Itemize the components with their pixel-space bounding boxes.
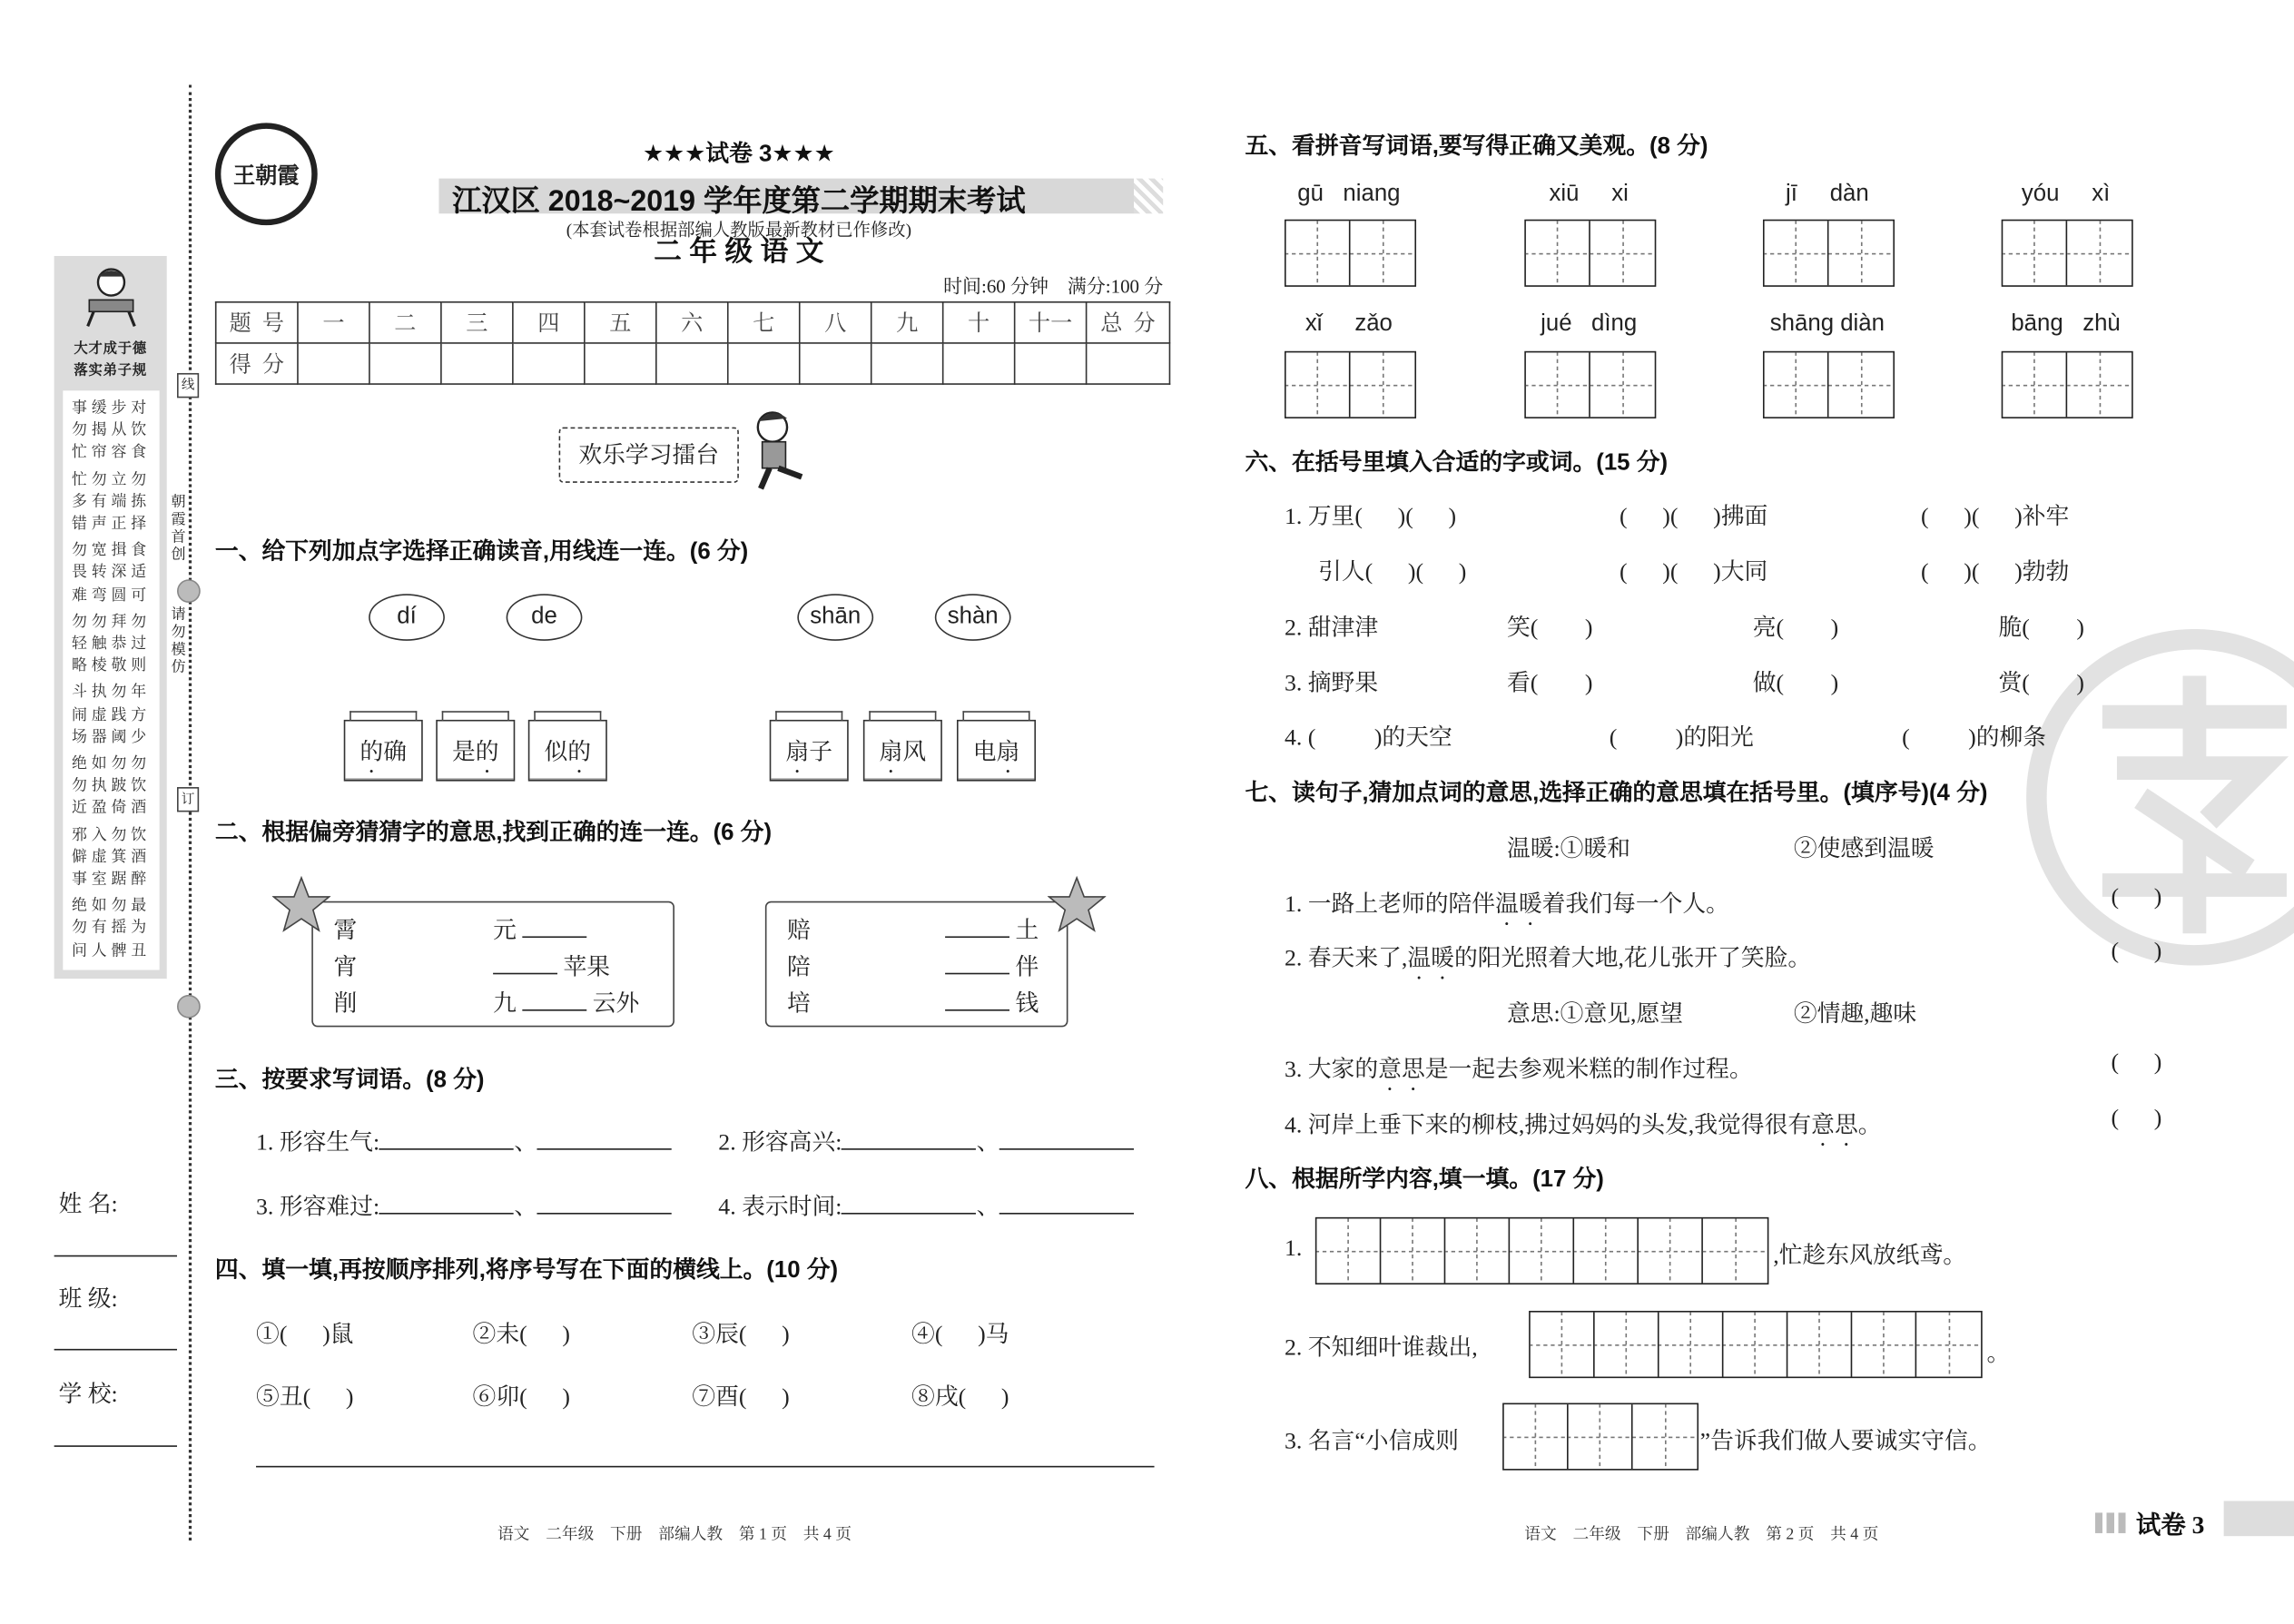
definition-option: ②使感到温暖 (1793, 836, 1935, 862)
verse-row: 难弯圆可 (71, 587, 151, 604)
sidebar-dizigui (54, 256, 167, 979)
star-mascot-icon (1048, 875, 1106, 933)
dotted-word: 温暖 (1407, 946, 1454, 972)
answer-blank[interactable] (999, 1192, 1134, 1214)
fill-item: ( )( )勃勃 (1921, 560, 2070, 586)
match-item (493, 985, 639, 1019)
char: 电 (972, 740, 997, 765)
fill-item: 引人( )( ) (1318, 560, 1467, 586)
binding-vertical-text: 朝霞首创 (171, 494, 186, 564)
verse-row: 错声正择 (71, 516, 151, 533)
separator: 、 (514, 1195, 538, 1221)
section-4-title: 四、填一填,再按顺序排列,将序号写在下面的横线上。(10 分) (214, 1257, 839, 1284)
grid-cell[interactable] (1526, 352, 1590, 417)
ring-icon (177, 995, 201, 1019)
fill-item: 4. ( )的天空 (1284, 725, 1452, 751)
fill-item: ( )( )拂面 (1620, 505, 1768, 530)
writing-grid[interactable] (1502, 1403, 1698, 1471)
sentence-text: 着我们每一个人。 (1541, 892, 1729, 918)
writing-grid[interactable] (1285, 351, 1416, 418)
answer-blank[interactable] (537, 1128, 672, 1150)
radical-char: 培 (787, 991, 811, 1018)
answer-blank[interactable] (379, 1128, 514, 1150)
sentence (1285, 885, 1729, 930)
pinyin-label: xǐ zǎo (1305, 311, 1393, 337)
section-1-title: 一、给下列加点字选择正确读音,用线连一连。(6 分) (214, 539, 749, 566)
fill-item: 看( ) (1506, 671, 1593, 697)
fill-item: 笑( ) (1506, 615, 1593, 641)
school-label: 学 校: (58, 1382, 118, 1408)
match-text: 土 (1015, 919, 1039, 944)
binding-dotted-line (189, 84, 192, 1540)
verse-row: 场器阈少 (71, 729, 151, 746)
sentence-text: 1. 一路上老师的陪伴 (1284, 892, 1496, 918)
score-cell[interactable] (585, 343, 656, 384)
fill-item: 做( ) (1752, 671, 1839, 697)
score-cell[interactable] (298, 343, 369, 384)
section-2-title: 二、根据偏旁猜猜字的意思,找到正确的连一连。(6 分) (214, 821, 773, 846)
running-boy-illustration-icon (743, 407, 824, 495)
pinyin-label: xiū xi (1549, 181, 1629, 207)
page-footer: 语文 二年级 下册 部编人教 第 2 页 共 4 页 (1524, 1525, 1879, 1544)
answer-blank[interactable] (522, 916, 586, 938)
verse-row: 勿执跛饮 (71, 778, 151, 795)
separator: 、 (976, 1195, 1000, 1221)
match-item (945, 948, 1039, 981)
prompt-label: 1. 形容生气: (256, 1130, 380, 1156)
word-prompt (256, 1188, 672, 1222)
pinyin-label: jī dàn (1786, 181, 1869, 207)
verse-row: 事缓步对 (71, 400, 151, 418)
char: 确 (383, 740, 408, 765)
zodiac-item: ③辰( ) (692, 1322, 790, 1348)
match-item (493, 911, 586, 945)
word-prompt (256, 1124, 672, 1157)
section-8-title: 八、根据所学内容,填一填。(17 分) (1245, 1167, 1604, 1193)
fill-item: 2. 甜津津 (1284, 615, 1379, 641)
score-cell[interactable] (1015, 343, 1087, 384)
fill-item: ( )的阳光 (1609, 725, 1754, 751)
grid-cell[interactable] (1633, 1404, 1698, 1469)
fill-item: 赏( ) (1998, 671, 2085, 697)
writing-grid[interactable] (1524, 220, 1656, 287)
grid-cell[interactable] (1286, 221, 1351, 285)
binding-vertical-text: 请勿模仿 (171, 606, 186, 676)
verse-row: 勿揭从饮 (71, 423, 151, 439)
char: 是 (451, 740, 476, 765)
dotted-char: 的 (359, 740, 384, 765)
paper-badge: ★★★试卷 3★★★ (642, 142, 835, 167)
grid-cell[interactable] (1787, 1313, 1852, 1377)
question-number: 一 (298, 302, 369, 343)
verse-row: 闹虚践方 (71, 707, 151, 724)
motto-line: 落实弟子规 (74, 362, 147, 379)
answer-bracket[interactable]: ( ) (2111, 1050, 2162, 1076)
dotted-word: 意思 (1378, 1058, 1425, 1083)
fill-item: ( )的柳条 (1902, 725, 2047, 751)
grid-cell[interactable] (1765, 221, 1829, 285)
sentence-text: 3. 大家的 (1284, 1058, 1379, 1083)
fill-label: 1. (1284, 1235, 1303, 1262)
name-field[interactable] (54, 1255, 177, 1257)
star-mascot-icon (272, 875, 330, 933)
dotted-char: 的 (567, 740, 592, 765)
verse-row: 邪入勿饮 (71, 827, 151, 844)
grid-cell[interactable] (1659, 1313, 1724, 1377)
dotted-char: 扇 (996, 740, 1020, 765)
verse-row: 略棱敬则 (71, 658, 151, 675)
radical-char: 陪 (787, 955, 811, 980)
pinyin-label: bāng zhù (2011, 311, 2121, 337)
fill-item: 3. 摘野果 (1284, 671, 1379, 697)
title-band-pattern (1134, 179, 1163, 214)
pinyin-label: gū niang (1297, 181, 1401, 207)
answer-blank[interactable] (999, 1128, 1134, 1150)
question-number: 十一 (1015, 302, 1087, 343)
score-cell[interactable] (441, 343, 513, 384)
verse-row: 僻虚箕酒 (71, 850, 151, 866)
fill-item: 脆( ) (1998, 615, 2085, 641)
grid-cell[interactable] (1569, 1404, 1633, 1469)
question-number: 三 (441, 302, 513, 343)
score-cell[interactable] (513, 343, 585, 384)
verse-row: 问人髀丑 (71, 942, 151, 960)
writing-grid[interactable] (1529, 1311, 1983, 1378)
sentence-text: 2. 春天来了, (1284, 946, 1408, 972)
match-text: 苹果 (563, 955, 611, 980)
binding-mark: 订 (177, 787, 199, 812)
score-cell[interactable] (800, 343, 871, 384)
grid-cell[interactable] (1286, 352, 1351, 417)
grid-cell[interactable] (1351, 352, 1415, 417)
answer-blank[interactable] (522, 989, 586, 1010)
name-label: 姓 名: (58, 1192, 118, 1217)
zodiac-item: ①( )鼠 (256, 1322, 354, 1348)
exam-note: (本套试卷根据部编人教版最新教材已作修改) (566, 219, 912, 241)
verse-row: 忙帘容食 (71, 445, 151, 462)
banner-title: 欢乐学习擂台 (559, 428, 739, 483)
match-item (945, 985, 1039, 1019)
score-cell[interactable] (943, 343, 1015, 384)
verse-row: 斗执勿年 (71, 684, 151, 702)
page-footer: 语文 二年级 下册 部编人教 第 1 页 共 4 页 (497, 1525, 852, 1544)
grid-cell[interactable] (2003, 352, 2067, 417)
fill-label: 。 (1986, 1341, 2011, 1367)
subject-title: 二 年 级 语 文 (654, 237, 824, 268)
grid-cell[interactable] (1829, 221, 1894, 285)
corner-band (2224, 1501, 2294, 1537)
score-cell[interactable] (369, 343, 441, 384)
sentence-text: 是一起去参观米糕的制作过程。 (1424, 1058, 1753, 1083)
class-label: 班 级: (58, 1287, 118, 1313)
radical-char: 霄 (333, 919, 358, 944)
grid-cell[interactable] (1590, 352, 1655, 417)
word-card (528, 720, 607, 782)
verse-row: 轻触恭过 (71, 636, 151, 653)
score-cell[interactable] (871, 343, 943, 384)
brand-logo: 王朝霞 (215, 123, 318, 225)
writing-grid[interactable] (2002, 351, 2133, 418)
grid-cell[interactable] (1765, 352, 1829, 417)
word-card (957, 720, 1036, 782)
verse-panel (63, 390, 159, 969)
grid-cell[interactable] (2067, 221, 2132, 285)
grid-cell[interactable] (1526, 221, 1590, 285)
verse-row: 勿勿拜勿 (71, 614, 151, 631)
scholar-illustration-icon (84, 265, 139, 330)
match-text: 伴 (1015, 955, 1039, 980)
answer-blank[interactable] (379, 1192, 514, 1214)
pinyin-label: shāng diàn (1769, 311, 1885, 337)
question-number: 总 分 (1087, 302, 1170, 343)
char: 子 (809, 740, 833, 765)
fill-item: 亮( ) (1752, 615, 1839, 641)
verse-row: 忙勿立勿 (71, 471, 151, 488)
word-prompt (718, 1124, 1134, 1157)
ring-icon (177, 579, 201, 603)
separator: 、 (514, 1130, 538, 1156)
word-card (863, 720, 942, 782)
exam-title: 江汉区 2018~2019 学年度第二学期期末考试 (452, 185, 1026, 219)
prompt-label: 2. 形容高兴: (718, 1130, 842, 1156)
answer-bracket[interactable]: ( ) (2111, 939, 2162, 965)
score-cell[interactable] (728, 343, 800, 384)
pinyin-label: yóu xì (2021, 181, 2111, 207)
verse-row: 绝如勿勿 (71, 756, 151, 773)
grid-cell[interactable] (1829, 352, 1894, 417)
match-text: 元 (493, 919, 517, 944)
answer-blank[interactable] (493, 952, 557, 974)
grid-cell[interactable] (1381, 1218, 1445, 1283)
verse-row: 近盈倚酒 (71, 801, 151, 817)
fill-label: 2. 不知细叶谁裁出, (1284, 1335, 1478, 1361)
match-text: 九 (493, 991, 517, 1018)
prompt-label: 4. 表示时间: (718, 1195, 842, 1221)
match-text: 钱 (1015, 991, 1039, 1018)
fill-item: ( )( )补牢 (1921, 505, 2070, 530)
time-and-score: 时间:60 分钟 满分:100 分 (943, 274, 1164, 298)
answer-bracket[interactable]: ( ) (2111, 885, 2162, 910)
char: 似 (544, 740, 568, 765)
grid-cell[interactable] (1504, 1404, 1569, 1469)
sentence (1285, 1106, 1882, 1151)
radical-char: 赔 (787, 919, 811, 944)
answer-bracket[interactable]: ( ) (2111, 1106, 2162, 1131)
verse-row: 勿有摇为 (71, 920, 151, 938)
definition-option: 意思:①意见,愿望 (1506, 1001, 1684, 1028)
zodiac-item: ⑤丑( ) (256, 1385, 354, 1411)
answer-blank[interactable] (945, 952, 1009, 974)
score-table (215, 301, 1170, 385)
grid-cell[interactable] (1723, 1313, 1787, 1377)
writing-grid[interactable] (1285, 220, 1416, 287)
separator: 、 (976, 1130, 1000, 1156)
grid-cell[interactable] (1574, 1218, 1639, 1283)
writing-grid[interactable] (1524, 351, 1656, 418)
grid-cell[interactable] (2003, 221, 2067, 285)
zodiac-item: ④( )马 (911, 1322, 1009, 1348)
question-number: 五 (585, 302, 656, 343)
pinyin-option: de (507, 594, 583, 641)
grid-cell[interactable] (1316, 1218, 1381, 1283)
order-answer-line[interactable] (256, 1466, 1155, 1468)
grid-cell[interactable] (1703, 1218, 1767, 1283)
radical-char: 削 (333, 991, 358, 1018)
fill-label: ,忙趁东风放纸鸢。 (1773, 1243, 1967, 1269)
fill-item: 1. 万里( )( ) (1284, 505, 1457, 530)
pinyin-option: shān (797, 594, 873, 641)
fill-item: ( )( )大同 (1620, 560, 1768, 586)
grid-cell[interactable] (1445, 1218, 1510, 1283)
match-item (493, 948, 610, 981)
zodiac-item: ②未( ) (472, 1322, 570, 1348)
writing-grid[interactable] (2002, 220, 2133, 287)
corner-paper-badge: 试卷 3 (2135, 1511, 2205, 1540)
answer-blank[interactable] (945, 989, 1009, 1010)
dotted-word: 温暖 (1495, 892, 1542, 918)
question-number: 七 (728, 302, 800, 343)
zodiac-item: ⑧戌( ) (911, 1385, 1009, 1411)
dotted-char: 扇 (879, 740, 903, 765)
verse-row: 勿宽揖食 (71, 543, 151, 559)
word-prompt (718, 1188, 1134, 1222)
score-cell[interactable] (1087, 343, 1170, 384)
section-7-title: 七、读句子,猜加点词的意思,选择正确的意思填在括号里。(填序号)(4 分) (1245, 781, 1988, 806)
class-field[interactable] (54, 1349, 177, 1351)
question-number: 九 (871, 302, 943, 343)
zodiac-item: ⑦酉( ) (692, 1385, 790, 1411)
grid-cell[interactable] (1510, 1218, 1574, 1283)
radical-char: 宵 (333, 955, 358, 980)
writing-grid[interactable] (1763, 220, 1895, 287)
fill-label: ”告诉我们做人要诚实守信。 (1699, 1429, 1992, 1454)
sentence (1285, 1050, 1753, 1096)
motto-line: 大才成于德 (74, 340, 147, 358)
answer-blank[interactable] (842, 1192, 976, 1214)
grid-cell[interactable] (1639, 1218, 1703, 1283)
match-item (945, 911, 1039, 945)
score-row (216, 302, 1170, 343)
row-label: 得 分 (216, 343, 298, 384)
section-5-title: 五、看拼音写词语,要写得正确又美观。(8 分) (1245, 134, 1708, 160)
dotted-char: 扇 (785, 740, 810, 765)
dotted-char: 的 (475, 740, 499, 765)
verse-row: 事室踞醉 (71, 871, 151, 889)
grid-cell[interactable] (1852, 1313, 1916, 1377)
answer-blank[interactable] (945, 916, 1009, 938)
pinyin-option: dí (369, 594, 445, 641)
grid-cell[interactable] (2067, 352, 2132, 417)
writing-grid[interactable] (1763, 351, 1895, 418)
definition-option: ②情趣,趣味 (1793, 1001, 1917, 1028)
grid-cell[interactable] (1590, 221, 1655, 285)
section-6-title: 六、在括号里填入合适的字或词。(15 分) (1245, 450, 1669, 476)
binding-mark: 线 (177, 373, 199, 398)
sentence-text: 4. 河岸上垂下来的柳枝,拂过妈妈的头发,我觉得很有 (1284, 1113, 1812, 1138)
score-row (216, 343, 1170, 384)
prompt-label: 3. 形容难过: (256, 1195, 380, 1221)
definition-option: 温暖:①暖和 (1506, 836, 1631, 862)
question-number: 十 (943, 302, 1015, 343)
question-number: 二 (369, 302, 441, 343)
writing-grid[interactable] (1315, 1217, 1769, 1284)
answer-blank[interactable] (537, 1192, 672, 1214)
word-card (770, 720, 849, 782)
match-text: 云外 (592, 991, 640, 1018)
grid-cell[interactable] (1595, 1313, 1659, 1377)
sentence-text: 。 (1857, 1113, 1882, 1138)
verse-row: 绝如勿最 (71, 898, 151, 915)
grid-cell[interactable] (1916, 1313, 1981, 1377)
score-cell[interactable] (656, 343, 728, 384)
row-label: 题 号 (216, 302, 298, 343)
word-card (344, 720, 423, 782)
dotted-word: 意思 (1811, 1113, 1858, 1138)
zodiac-item: ⑥卯( ) (472, 1385, 570, 1411)
section-3-title: 三、按要求写词语。(8 分) (214, 1068, 485, 1093)
verse-row: 畏转深适 (71, 565, 151, 582)
sentence (1285, 940, 1811, 985)
sentence-text: 的阳光照着大地,花儿张开了笑脸。 (1453, 946, 1812, 972)
pinyin-label: jué dìng (1541, 311, 1638, 337)
grid-cell[interactable] (1531, 1313, 1595, 1377)
question-number: 四 (513, 302, 585, 343)
badge-pattern (2095, 1512, 2127, 1533)
char: 风 (902, 740, 927, 765)
answer-blank[interactable] (842, 1128, 976, 1150)
question-number: 六 (656, 302, 728, 343)
school-field[interactable] (54, 1445, 177, 1447)
pinyin-option: shàn (935, 594, 1011, 641)
grid-cell[interactable] (1351, 221, 1415, 285)
question-number: 八 (800, 302, 871, 343)
verse-row: 多有端拣 (71, 494, 151, 511)
word-card (436, 720, 515, 782)
fill-label: 3. 名言“小信成则 (1284, 1429, 1459, 1454)
